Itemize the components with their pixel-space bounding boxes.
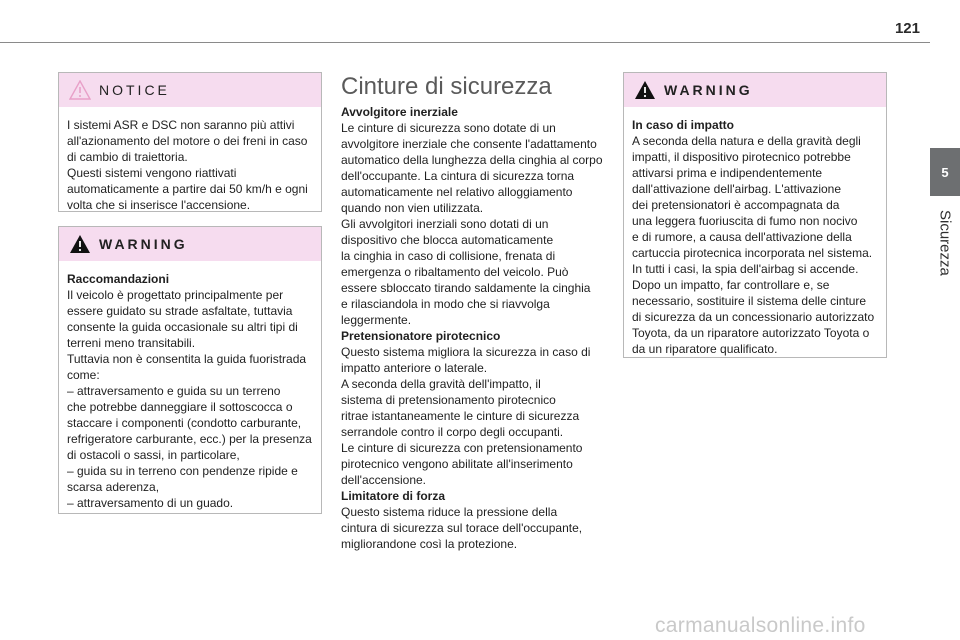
body-line: cintura di sicurezza sul torace dell'occupante, bbox=[341, 521, 583, 535]
warning-line: necessario, sostituire il sistema delle cinture bbox=[632, 294, 867, 308]
warning-line: Toyota, da un riparatore autorizzato Toyota o bbox=[632, 326, 870, 340]
main-content bbox=[341, 104, 611, 552]
warning-body-right bbox=[624, 107, 886, 365]
notice-line: automaticamente a partire dai 50 km/h e ogni bbox=[67, 182, 308, 196]
page-title: Cinture di sicurezza bbox=[341, 73, 552, 100]
warning-line: essere guidato su strade asfaltate, tuttavia bbox=[67, 304, 293, 318]
body-line: impatto anteriore o laterale. bbox=[341, 361, 488, 375]
notice-warning-icon bbox=[69, 80, 91, 100]
notice-box bbox=[58, 72, 322, 212]
chapter-tab[interactable] bbox=[930, 148, 960, 196]
notice-line: Questi sistemi vengono riattivati bbox=[67, 166, 237, 180]
warning-line: dei pretensionatori è accompagnata da bbox=[632, 198, 840, 212]
notice-line: all'azionamento del motore o dei freni in caso bbox=[67, 134, 308, 148]
warning-line: A seconda della natura e della gravità degli bbox=[632, 134, 861, 148]
body-line: Questo sistema migliora la sicurezza in caso di bbox=[341, 345, 591, 359]
chapter-label bbox=[930, 210, 960, 310]
warning-line: impatti, il dispositivo pirotecnico potrebbe bbox=[632, 150, 851, 164]
body-line: dell'occupante. La cintura di sicurezza torna bbox=[341, 169, 575, 183]
warning-line: – attraversamento di un guado. bbox=[67, 496, 234, 510]
warning-line: In tutti i casi, la spia dell'airbag si accende. bbox=[632, 262, 859, 276]
warning-line: consente la guida occasionale su altri tipi di bbox=[67, 320, 298, 334]
warning-box-left bbox=[58, 226, 322, 514]
notice-header bbox=[59, 73, 321, 107]
warning-line: cartuccia pirotecnica incorporata nel sistema. bbox=[632, 246, 873, 260]
body-line: essere sbloccato tirando saldamente la cinghia bbox=[341, 281, 591, 295]
warning-line: refrigeratore carburante, ecc.) per la presenza bbox=[67, 432, 312, 446]
warning-line: dall'attivazione dell'airbag. L'attivazione bbox=[632, 182, 842, 196]
warning-line: da un riparatore qualificato. bbox=[632, 342, 778, 356]
body-line: la cinghia in caso di collisione, frenata di bbox=[341, 249, 556, 263]
warning-line: Tuttavia non è consentita la guida fuoristrada bbox=[67, 352, 307, 366]
warning-line: staccare i componenti (condotto carburante, bbox=[67, 416, 302, 430]
warning-triangle-icon bbox=[634, 80, 656, 100]
warning-line: scarsa aderenza, bbox=[67, 480, 160, 494]
notice-title: NOTICE bbox=[99, 82, 170, 98]
watermark: carmanualsonline.info bbox=[655, 614, 866, 637]
body-line: sistema di pretensionamento pirotecnico bbox=[341, 393, 556, 407]
body-line: dell'accensione. bbox=[341, 473, 427, 487]
section-heading: Limitatore di forza bbox=[341, 489, 446, 503]
notice-line: volta che si inserisce l'accensione. bbox=[67, 198, 251, 212]
warning-line: terreni meno transitabili. bbox=[67, 336, 196, 350]
body-line: leggermente. bbox=[341, 313, 412, 327]
warning-line: di ostacoli o sassi, in particolare, bbox=[67, 448, 240, 462]
body-line: automaticamente nel relativo alloggiamento bbox=[341, 185, 573, 199]
body-line: e rilasciandola in modo che si riavvolga bbox=[341, 297, 550, 311]
notice-line: di cambio di traiettoria. bbox=[67, 150, 188, 164]
warning-header-left bbox=[59, 227, 321, 261]
warning-line: una leggera fuoriuscita di fumo non nocivo bbox=[632, 214, 858, 228]
warning-line: Il veicolo è progettato principalmente per bbox=[67, 288, 284, 302]
warning-line: che potrebbe danneggiare il sottoscocca o bbox=[67, 400, 293, 414]
body-line: dispositivo che blocca automaticamente bbox=[341, 233, 554, 247]
warning-line: Dopo un impatto, far controllare e, se bbox=[632, 278, 830, 292]
body-line: avvolgitore inerziale che consente l'adattamento bbox=[341, 137, 597, 151]
body-line: serrandole contro il corpo degli occupanti. bbox=[341, 425, 564, 439]
warning-triangle-icon bbox=[69, 234, 91, 254]
warning-header-right bbox=[624, 73, 886, 107]
notice-body bbox=[59, 107, 321, 221]
body-line: emergenza o ribaltamento del veicolo. Può bbox=[341, 265, 569, 279]
warning-heading-right: In caso di impatto bbox=[632, 118, 735, 132]
warning-heading-left: Raccomandazioni bbox=[67, 272, 170, 286]
warning-line: – attraversamento e guida su un terreno bbox=[67, 384, 281, 398]
body-line: ritrae istantaneamente le cinture di sicurezza bbox=[341, 409, 580, 423]
section-heading: Pretensionatore pirotecnico bbox=[341, 329, 501, 343]
warning-line: come: bbox=[67, 368, 100, 382]
warning-body-left bbox=[59, 261, 321, 519]
page-number: 121 bbox=[894, 20, 920, 37]
body-line: migliorandone così la protezione. bbox=[341, 537, 518, 551]
chapter-title: Sicurezza bbox=[936, 210, 954, 276]
body-line: pirotecnico vengono abilitate all'inserimento bbox=[341, 457, 573, 471]
warning-line: e di rumore, a causa dell'attivazione della bbox=[632, 230, 852, 244]
body-line: Le cinture di sicurezza sono dotate di un bbox=[341, 121, 556, 135]
header-divider bbox=[0, 42, 930, 43]
body-line: Questo sistema riduce la pressione della bbox=[341, 505, 558, 519]
chapter-number: 5 bbox=[941, 164, 949, 180]
section-heading: Avvolgitore inerziale bbox=[341, 105, 458, 119]
warning-line: – guida su in terreno con pendenze ripide e bbox=[67, 464, 298, 478]
warning-title-left: WARNING bbox=[99, 236, 188, 252]
warning-box-right bbox=[623, 72, 887, 358]
body-line: quando non vien utilizzata. bbox=[341, 201, 484, 215]
body-line: A seconda della gravità dell'impatto, il bbox=[341, 377, 541, 391]
warning-line: attivarsi prima e indipendentemente bbox=[632, 166, 823, 180]
warning-line: di sicurezza da un concessionario autorizzato bbox=[632, 310, 875, 324]
warning-title-right: WARNING bbox=[664, 82, 753, 98]
body-line: Gli avvolgitori inerziali sono dotati di un bbox=[341, 217, 549, 231]
body-line: Le cinture di sicurezza con pretensionamento bbox=[341, 441, 583, 455]
body-line: automatico della lunghezza della cinghia al corpo bbox=[341, 153, 603, 167]
notice-line: I sistemi ASR e DSC non saranno più attivi bbox=[67, 118, 295, 132]
